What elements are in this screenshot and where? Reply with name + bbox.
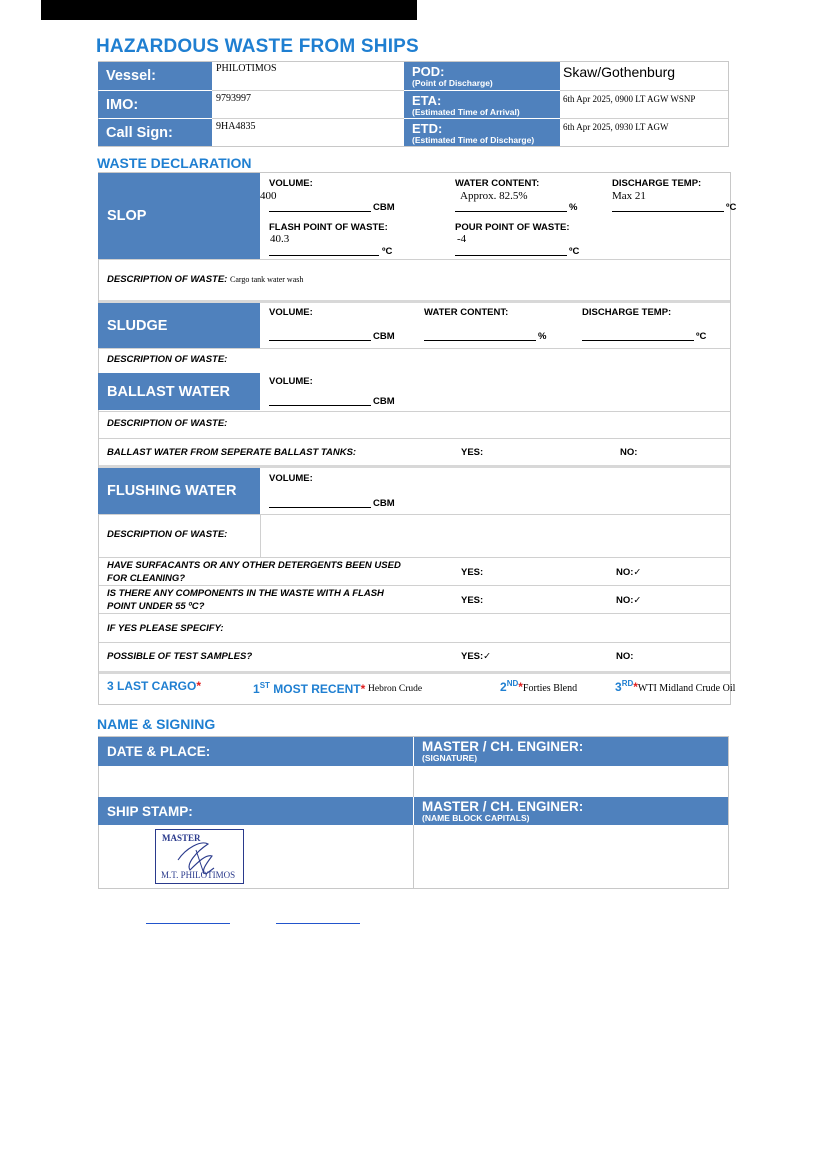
first-cargo-label [253, 681, 365, 696]
slop-volume-unit: CBM [373, 202, 395, 213]
ballast-volume-unit: CBM [373, 396, 395, 407]
ship-stamp [155, 829, 244, 884]
second-cargo-star: * [518, 680, 523, 694]
slop-water-unit: % [569, 202, 578, 213]
surfactants-line1: HAVE SURFACANTS OR ANY OTHER DETERGENTS BEEN USED [107, 560, 401, 571]
eta-label [404, 91, 560, 118]
slop-flash-unit: ºC [382, 246, 393, 257]
first-cargo-sup: ST [259, 681, 270, 690]
pod-label-text: POD: [412, 64, 445, 79]
imo-label: IMO: [98, 91, 212, 118]
sludge-volume-label: VOLUME: [269, 307, 313, 318]
slop-temp-value: Max 21 [612, 190, 646, 202]
master-sig-label [414, 737, 728, 766]
master-sig-sub: (SIGNATURE) [422, 753, 478, 763]
slop-water-label: WATER CONTENT: [455, 178, 540, 189]
sludge-temp-unit: ºC [696, 331, 707, 342]
ballast-yes: YES: [461, 447, 484, 458]
ballast-volume-line [269, 405, 371, 406]
slop-flash-label: FLASH POINT OF WASTE: [269, 222, 388, 233]
vessel-value: PHILOTIMOS [216, 63, 277, 74]
slop-water-value: Approx. 82.5% [460, 190, 528, 202]
samples-yes: YES:✓ [461, 651, 492, 662]
flushing-divider-1 [99, 514, 730, 515]
pod-label [404, 62, 560, 90]
flashpoint-line2: POINT UNDER 55 ºC? [107, 601, 205, 612]
header-divider-4 [560, 118, 728, 119]
slop-volume-value: 400 [260, 190, 277, 202]
sludge-desc-label: DESCRIPTION OF WASTE: [107, 354, 228, 365]
slop-label: SLOP [98, 173, 260, 259]
q-divider-1 [99, 585, 730, 586]
header-divider-3 [560, 90, 728, 91]
flushing-volume-line [269, 507, 371, 508]
ballast-divider-1 [99, 411, 730, 412]
ballast-divider-2 [99, 438, 730, 439]
eta-value: 6th Apr 2025, 0900 LT AGW WSNP [563, 94, 696, 104]
first-cargo-text: MOST RECENT [269, 682, 361, 696]
signing-vline-2 [413, 825, 414, 888]
stamp-top-text: MASTER [162, 833, 201, 843]
flashpoint-question [107, 587, 384, 613]
signing-vline-1 [413, 766, 414, 797]
first-cargo-value: Hebron Crude [368, 684, 423, 694]
flushing-divider-2 [99, 557, 730, 558]
ballast-desc-label: DESCRIPTION OF WASTE: [107, 418, 228, 429]
date-place-label: DATE & PLACE: [98, 737, 413, 766]
flushing-desc-label: DESCRIPTION OF WASTE: [107, 529, 228, 540]
slop-pour-value: -4 [457, 233, 467, 245]
flushing-volume-label: VOLUME: [269, 473, 313, 484]
second-cargo-label [500, 679, 577, 694]
last-cargo-star: * [196, 679, 202, 693]
third-cargo-value: WTI Midland Crude Oil [637, 683, 736, 694]
master-sig-text: MASTER / CH. ENGINER: [422, 739, 584, 754]
flushing-volume-unit: CBM [373, 498, 395, 509]
slop-desc-label-text: DESCRIPTION OF WASTE: [107, 274, 228, 285]
flashpoint-no: NO:✓ [616, 595, 642, 606]
sludge-divider [99, 348, 730, 349]
second-cargo-num: 2 [500, 680, 507, 694]
callsign-value: 9HA4835 [216, 121, 256, 132]
header-divider-1 [212, 90, 404, 91]
first-cargo-num: 1 [253, 682, 260, 696]
slop-temp-label: DISCHARGE TEMP: [612, 178, 702, 189]
pod-sub: (Point of Discharge) [412, 78, 493, 88]
slop-pour-line [455, 255, 567, 256]
slop-desc-value: Cargo tank water wash [229, 275, 304, 284]
etd-sub: (Estimated Time of Discharge) [412, 135, 535, 145]
master-name-text: MASTER / CH. ENGINER: [422, 799, 584, 814]
master-name-label [414, 797, 728, 825]
ballast-no: NO: [620, 447, 638, 458]
flashpoint-line1: IS THERE ANY COMPONENTS IN THE WASTE WITH A FLASH [107, 588, 384, 599]
last-cargo-label [107, 679, 201, 693]
specify-label: IF YES PLEASE SPECIFY: [107, 623, 224, 634]
samples-question: POSSIBLE OF TEST SAMPLES? [107, 651, 253, 662]
signing-title: NAME & SIGNING [97, 716, 216, 732]
q-divider-4 [99, 671, 730, 674]
third-cargo-num: 3 [615, 680, 622, 694]
eta-label-text: ETA: [412, 93, 442, 108]
sludge-water-unit: % [538, 331, 547, 342]
flushing-desc-vline [260, 514, 261, 557]
stamp-bottom-text: M.T. PHILOTIMOS [161, 870, 236, 880]
ballast-volume-label: VOLUME: [269, 376, 313, 387]
sludge-water-line [424, 340, 536, 341]
sludge-label: SLUDGE [98, 303, 260, 348]
third-cargo-label [615, 679, 735, 694]
ballast-seperate-label: BALLAST WATER FROM SEPERATE BALLAST TANKS: [107, 447, 357, 458]
sludge-volume-line [269, 340, 371, 341]
footer-link-1[interactable] [146, 923, 230, 924]
footer-link-2[interactable] [276, 923, 360, 924]
second-cargo-value: Forties Blend [522, 683, 578, 694]
samples-no: NO: [616, 651, 634, 662]
slop-temp-line [612, 211, 724, 212]
flashpoint-yes: YES: [461, 595, 484, 606]
third-cargo-star: * [633, 680, 638, 694]
top-black-bar [41, 0, 417, 20]
etd-label-text: ETD: [412, 121, 443, 136]
callsign-label: Call Sign: [98, 119, 212, 146]
slop-volume-label: VOLUME: [269, 178, 313, 189]
surfactants-line2: FOR CLEANING? [107, 573, 186, 584]
surfactants-question [107, 559, 401, 585]
q-divider-2 [99, 613, 730, 614]
slop-desc-label [107, 274, 303, 285]
ship-stamp-label: SHIP STAMP: [98, 797, 413, 825]
sludge-temp-label: DISCHARGE TEMP: [582, 307, 672, 318]
page-title: HAZARDOUS WASTE FROM SHIPS [96, 36, 419, 57]
sludge-water-label: WATER CONTENT: [424, 307, 509, 318]
surfactants-no: NO:✓ [616, 567, 642, 578]
third-cargo-sup: RD [621, 679, 634, 688]
waste-declaration-title: WASTE DECLARATION [97, 155, 252, 171]
imo-value: 9793997 [216, 93, 251, 104]
sludge-volume-unit: CBM [373, 331, 395, 342]
ballast-label: BALLAST WATER [98, 373, 260, 410]
surfactants-yes: YES: [461, 567, 484, 578]
etd-value: 6th Apr 2025, 0930 LT AGW [563, 122, 669, 132]
first-cargo-star: * [360, 682, 366, 696]
sludge-temp-line [582, 340, 694, 341]
vessel-label: Vessel: [98, 62, 212, 90]
header-divider-2 [212, 118, 404, 119]
slop-divider [99, 259, 730, 260]
etd-label [404, 119, 560, 146]
slop-temp-unit: ºC [726, 202, 737, 213]
slop-flash-line [269, 255, 379, 256]
flushing-label: FLUSHING WATER [98, 468, 260, 514]
slop-pour-unit: ºC [569, 246, 580, 257]
last-cargo-text: 3 LAST CARGO [107, 679, 197, 693]
master-name-sub: (NAME BLOCK CAPITALS) [422, 813, 530, 823]
q-divider-3 [99, 642, 730, 643]
eta-sub: (Estimated Time of Arrival) [412, 107, 520, 117]
slop-pour-label: POUR POINT OF WASTE: [455, 222, 570, 233]
second-cargo-sup: ND [506, 679, 519, 688]
slop-flash-value: 40.3 [270, 233, 290, 245]
slop-water-line [455, 211, 567, 212]
slop-volume-line [269, 211, 371, 212]
pod-value: Skaw/Gothenburg [563, 64, 676, 80]
